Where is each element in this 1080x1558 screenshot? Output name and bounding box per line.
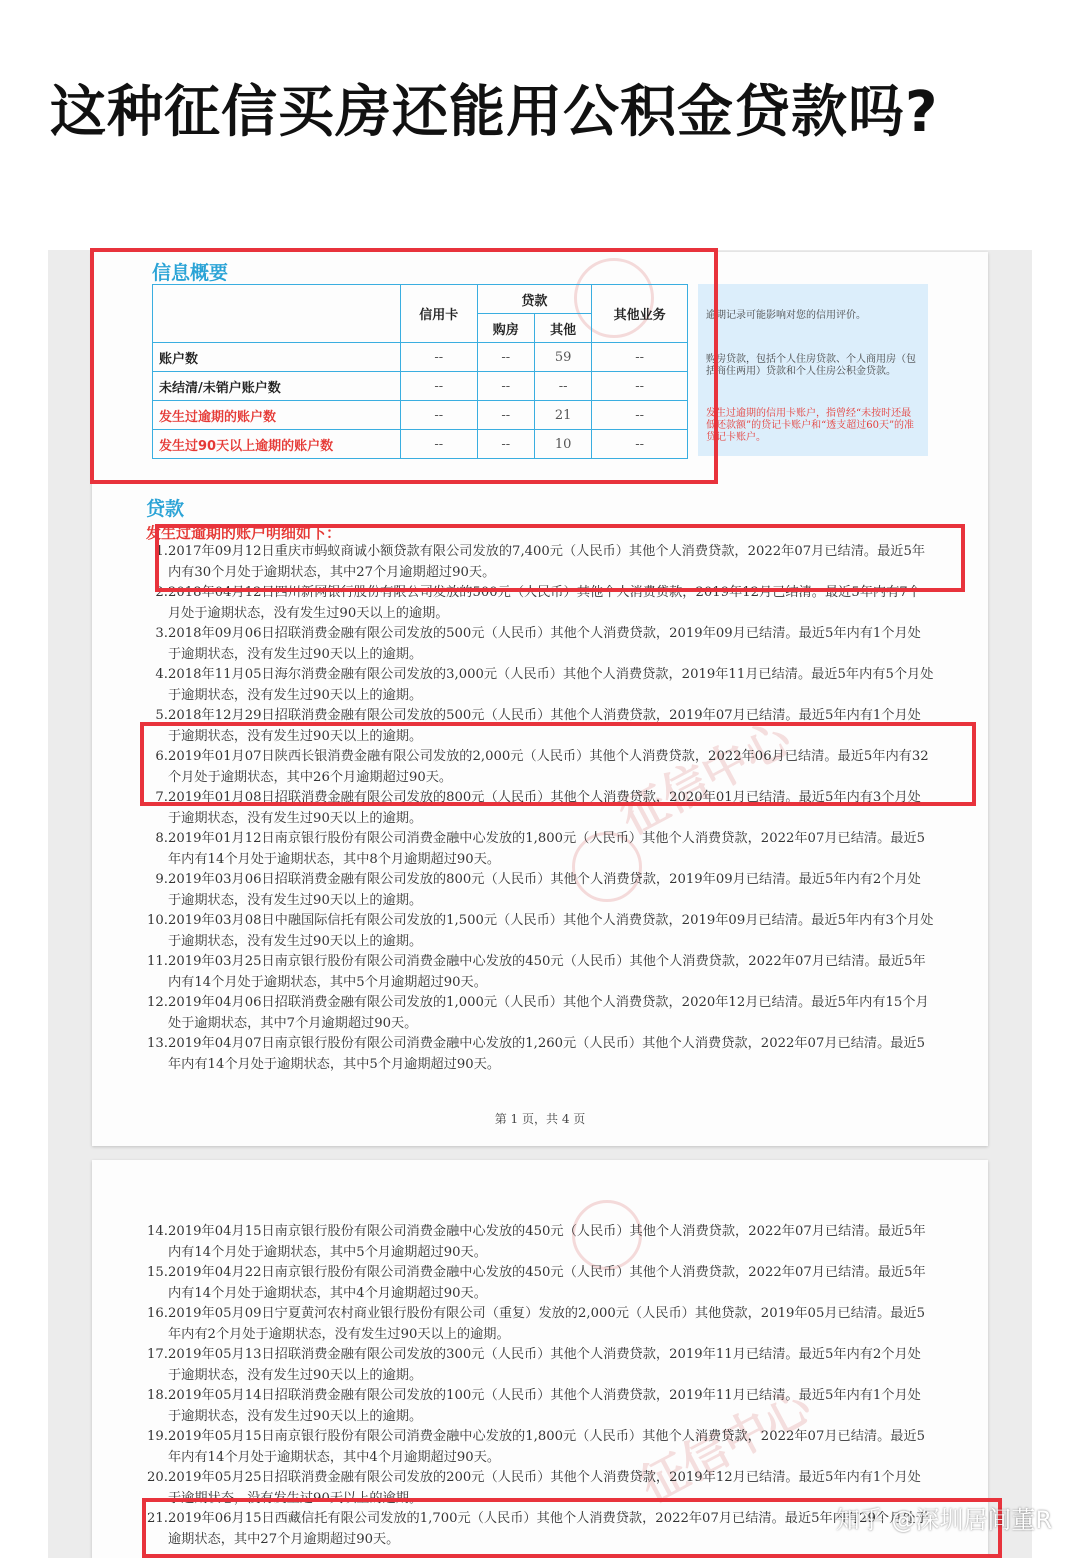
list-item <box>144 1263 934 1304</box>
item-text: 2019年05月14日招联消费金融有限公司发放的100元（人民币）其他个人消费贷款，2019年11月已结清。最近5年内有1个月处于逾期状态，没有发生过90天以上的逾期。 <box>168 1388 921 1424</box>
cell: -- <box>592 343 688 372</box>
cell: -- <box>401 372 478 401</box>
item-number: 21. <box>147 1511 168 1526</box>
list-item <box>144 624 934 665</box>
cell: -- <box>592 372 688 401</box>
page-footer: 第 1 页，共 4 页 <box>494 1112 586 1126</box>
cell: -- <box>477 343 534 372</box>
item-number: 1. <box>155 544 168 559</box>
row-label: 账户数 <box>153 343 401 372</box>
item-number: 2. <box>155 585 168 600</box>
item-number: 11. <box>147 954 168 969</box>
item-text: 2019年05月13日招联消费金融有限公司发放的300元（人民币）其他个人消费贷款，2019年11月已结清。最近5年内有2个月处于逾期状态，没有发生过90天以上的逾期。 <box>168 1347 921 1383</box>
item-number: 3. <box>155 626 168 641</box>
item-text: 2019年01月07日陕西长银消费金融有限公司发放的2,000元（人民币）其他个人消费贷款，2022年06月已结清。最近5年内有32个月处于逾期状态，其中26个月逾期超过90天。 <box>168 749 929 785</box>
item-text: 2019年04月22日南京银行股份有限公司消费金融中心发放的450元（人民币）其他个人消费贷款，2022年07月已结清。最近5年内有14个月处于逾期状态，其中4个月逾期超过90天。 <box>168 1265 926 1301</box>
item-number: 12. <box>147 995 168 1010</box>
item-text: 2018年09月06日招联消费金融有限公司发放的500元（人民币）其他个人消费贷款，2019年09月已结清。最近5年内有1个月处于逾期状态，没有发生过90天以上的逾期。 <box>168 626 921 662</box>
list-item <box>144 665 934 706</box>
item-text: 2018年04月12日四川新网银行股份有限公司发放的500元（人民币）其他个人消费贷款，2019年12月已结清。最近5年内有7个月处于逾期状态，没有发生过90天以上的逾期。 <box>168 585 921 621</box>
item-text: 2019年03月06日招联消费金融有限公司发放的800元（人民币）其他个人消费贷款，2019年09月已结清。最近5年内有2个月处于逾期状态，没有发生过90天以上的逾期。 <box>168 872 921 908</box>
cell: 21 <box>534 401 591 430</box>
cell: 59 <box>534 343 591 372</box>
loans-subtitle: 发生过逾期的账户明细如下： <box>146 524 342 542</box>
list-item <box>144 952 934 993</box>
col-other: 其他 <box>534 314 591 343</box>
item-text: 2019年04月07日南京银行股份有限公司消费金融中心发放的1,260元（人民币）其他个人消费贷款，2022年07月已结清。最近5年内有14个月处于逾期状态，其中5个月逾期超过90天。 <box>168 1036 926 1072</box>
item-number: 10. <box>147 913 168 928</box>
note-text: 逾期记录可能影响对您的信用评价。 <box>706 310 866 321</box>
note-text: 购房贷款，包括个人住房贷款、个人商用房（包括商住两用）贷款和个人住房公积金贷款。 <box>706 354 916 377</box>
item-number: 19. <box>147 1429 168 1444</box>
item-number: 9. <box>155 872 168 887</box>
cell: -- <box>401 343 478 372</box>
item-number: 6. <box>155 749 168 764</box>
item-text: 2019年04月15日南京银行股份有限公司消费金融中心发放的450元（人民币）其他个人消费贷款，2022年07月已结清。最近5年内有14个月处于逾期状态，其中5个月逾期超过90天。 <box>168 1224 926 1260</box>
list-item <box>144 1222 934 1263</box>
item-text: 2019年05月25日招联消费金融有限公司发放的200元（人民币）其他个人消费贷款，2019年12月已结清。最近5年内有1个月处于逾期状态，没有发生过90天以上的逾期。 <box>168 1470 921 1506</box>
list-item <box>144 870 934 911</box>
highlight-box-item-6 <box>140 722 976 806</box>
item-text: 2019年03月08日中融国际信托有限公司发放的1,500元（人民币）其他个人消费贷款，2019年09月已结清。最近5年内有3个月处于逾期状态，没有发生过90天以上的逾期。 <box>168 913 934 949</box>
page-headline: 这种征信买房还能用公积金贷款吗? <box>50 80 939 145</box>
list-item <box>144 993 934 1034</box>
item-text: 2019年03月25日南京银行股份有限公司消费金融中心发放的450元（人民币）其他个人消费贷款，2022年07月已结清。最近5年内有14个月处于逾期状态，其中5个月逾期超过90天。 <box>168 954 926 990</box>
item-text: 2019年04月06日招联消费金融有限公司发放的1,000元（人民币）其他个人消费贷款，2020年12月已结清。最近5年内有15个月处于逾期状态，其中7个月逾期超过90天。 <box>168 995 929 1031</box>
list-item <box>144 1427 934 1468</box>
cell: -- <box>534 372 591 401</box>
item-number: 16. <box>147 1306 168 1321</box>
cell: -- <box>592 430 688 459</box>
watermark-agency: 征信中心 <box>631 1378 820 1513</box>
item-text: 2019年01月12日南京银行股份有限公司消费金融中心发放的1,800元（人民币）其他个人消费贷款，2022年07月已结清。最近5年内有14个月处于逾期状态，其中8个月逾期超过90天。 <box>168 831 926 867</box>
cell: -- <box>401 430 478 459</box>
summary-title: 信息概要 <box>152 262 229 284</box>
cell: -- <box>477 401 534 430</box>
col-credit-card: 信用卡 <box>401 285 478 343</box>
item-text: 2019年05月09日宁夏黄河农村商业银行股份有限公司（重复）发放的2,000元（人民币）其他贷款，2019年05月已结清。最近5年内有2个月处于逾期状态，没有发生过90天以上的逾期。 <box>168 1306 926 1342</box>
list-item <box>144 911 934 952</box>
item-number: 20. <box>147 1470 168 1485</box>
col-house: 购房 <box>477 314 534 343</box>
col-loan: 贷款 <box>477 285 592 314</box>
item-number: 14. <box>147 1224 168 1239</box>
cell: -- <box>477 372 534 401</box>
row-label: 发生过逾期的账户数 <box>153 401 401 430</box>
note-text: 发生过逾期的信用卡账户，指曾经“未按时还最低还款额”的贷记卡账户和“透支超过60天”的准贷记卡账户。 <box>706 408 915 443</box>
watermark-agency: 征信中心 <box>611 710 800 845</box>
summary-notes <box>698 284 928 456</box>
cell: 10 <box>534 430 591 459</box>
list-item <box>144 1034 934 1075</box>
item-text: 2017年09月12日重庆市蚂蚁商诚小额贷款有限公司发放的7,400元（人民币）其他个人消费贷款，2022年07月已结清。最近5年内有30个月处于逾期状态，其中27个月逾期超过90天。 <box>168 544 926 580</box>
watermark-credit: 知乎 @深圳居间董R <box>835 1506 1052 1534</box>
item-text: 2019年06月15日西藏信托有限公司发放的1,700元（人民币）其他个人消费贷款，2022年07月已结清。最近5年内有29个月处于逾期状态，其中27个月逾期超过90天。 <box>168 1511 929 1547</box>
list-item <box>144 1386 934 1427</box>
highlight-box-item-1 <box>155 524 965 592</box>
item-number: 7. <box>155 790 168 805</box>
row-label: 未结清/未销户账户数 <box>153 372 401 401</box>
list-item <box>144 1345 934 1386</box>
item-text: 2019年05月15日南京银行股份有限公司消费金融中心发放的1,800元（人民币）其他个人消费贷款，2022年07月已结清。最近5年内有14个月处于逾期状态，其中4个月逾期超过90天。 <box>168 1429 926 1465</box>
item-number: 15. <box>147 1265 168 1280</box>
row-label: 发生过90天以上逾期的账户数 <box>153 430 401 459</box>
cell: -- <box>592 401 688 430</box>
item-text: 2018年11月05日海尔消费金融有限公司发放的3,000元（人民币）其他个人消费贷款，2019年11月已结清。最近5年内有5个月处于逾期状态，没有发生过90天以上的逾期。 <box>168 667 934 703</box>
item-number: 17. <box>147 1347 168 1362</box>
col-other-business: 其他业务 <box>592 285 688 343</box>
item-number: 18. <box>147 1388 168 1403</box>
list-item <box>144 829 934 870</box>
loans-title: 贷款 <box>146 498 185 520</box>
item-number: 13. <box>147 1036 168 1051</box>
cell: -- <box>477 430 534 459</box>
item-number: 8. <box>155 831 168 846</box>
item-text: 2019年01月08日招联消费金融有限公司发放的800元（人民币）其他个人消费贷款，2020年01月已结清。最近5年内有3个月处于逾期状态，没有发生过90天以上的逾期。 <box>168 790 921 826</box>
item-text: 2018年12月29日招联消费金融有限公司发放的500元（人民币）其他个人消费贷款，2019年07月已结清。最近5年内有1个月处于逾期状态，没有发生过90天以上的逾期。 <box>168 708 921 744</box>
list-item <box>144 1304 934 1345</box>
item-number: 5. <box>155 708 168 723</box>
cell: -- <box>401 401 478 430</box>
item-number: 4. <box>155 667 168 682</box>
highlight-box-summary <box>90 248 718 484</box>
